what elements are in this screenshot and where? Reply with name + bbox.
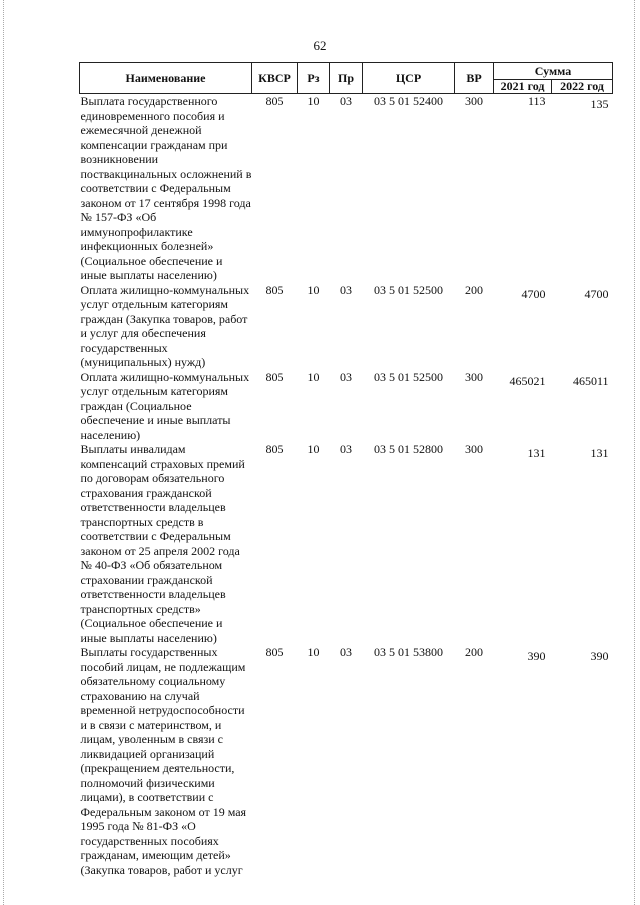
header-rz: Рз — [298, 63, 330, 94]
table-row — [80, 283, 613, 370]
row-name: Выплаты инвалидам компенсаций страховых премий по договорам обязательного страхования гражданской ответственности владельцев транспортных средств в соответствии с Федеральным законом от 25 апреля 2002 года № 40-ФЗ «Об обязательном страховании гражданской ответственности владельцев транспортных средств» (Социальное обеспечение и иные выплаты населению) — [80, 442, 245, 645]
row-vr: 300 — [465, 94, 483, 108]
row-pr: 03 — [340, 645, 352, 659]
row-vr: 200 — [465, 645, 483, 659]
row-vr: 300 — [465, 369, 483, 384]
page-number: 62 — [313, 38, 327, 53]
row-pr: 03 — [340, 282, 352, 297]
header-year-2021: 2021 год — [494, 80, 552, 94]
right-margin-line — [634, 0, 635, 905]
row-sum-2022: 135 — [590, 97, 609, 111]
row-csr: 03 5 01 52800 — [374, 442, 443, 456]
table-row — [80, 370, 613, 443]
row-sum-2021: 4700 — [521, 286, 546, 301]
row-sum-2022: 390 — [590, 649, 609, 663]
table-row — [80, 94, 613, 283]
row-csr: 03 5 01 52400 — [374, 94, 443, 108]
row-pr: 03 — [340, 369, 352, 384]
row-vr: 200 — [465, 282, 483, 297]
row-pr: 03 — [340, 94, 352, 108]
row-pr: 03 — [340, 442, 352, 456]
row-sum-2021: 113 — [527, 94, 546, 108]
row-rz: 10 — [307, 94, 320, 108]
header-csr: ЦСР — [363, 63, 455, 94]
row-name: Оплата жилищно-коммунальных услуг отдельным категориям граждан (Социальное обеспечение и иные выплаты населению) — [80, 369, 250, 442]
row-sum-2022: 131 — [590, 446, 609, 460]
header-year-2022: 2022 год — [552, 80, 613, 94]
table-row — [80, 645, 613, 877]
row-name: Выплата государственного единовременного пособия и ежемесячной денежной компенсации гражданам при возникновении поствакцинальных осложнений в соответствии с Федеральным законом от 17 сентября 1998 года № 157-ФЗ «Об иммунопрофилактике инфекционных болезней» (Социальное обеспечение и иные выплаты населению) — [80, 94, 252, 282]
row-kvsr: 805 — [265, 369, 284, 384]
row-kvsr: 805 — [265, 94, 284, 108]
row-sum-2021: 465021 — [509, 373, 546, 388]
row-kvsr: 805 — [265, 645, 284, 659]
row-name: Выплаты государственных пособий лицам, не подлежащим обязательному социальному страхованию на случай временной нетрудоспособности и в связи с материнством, и лицам, уволенным в связи с ликвидацией организаций (прекращением деятельности, полномочий физическими лицами), в соответствии с Федеральным законом от 19 мая 1995 года № 81-ФЗ «О государственных пособиях гражданам, имеющим детей» (Закупка товаров, работ и услуг — [80, 645, 247, 877]
row-rz: 10 — [307, 645, 320, 659]
header-sum: Сумма — [494, 63, 613, 80]
row-sum-2022: 4700 — [584, 286, 609, 301]
row-csr: 03 5 01 52500 — [374, 282, 443, 297]
table-header — [80, 63, 613, 94]
left-margin-line — [3, 0, 4, 905]
row-rz: 10 — [307, 282, 320, 297]
row-sum-2021: 390 — [527, 649, 546, 663]
row-sum-2021: 131 — [527, 446, 546, 460]
header-name: Наименование — [80, 63, 252, 94]
row-csr: 03 5 01 53800 — [374, 645, 443, 659]
row-kvsr: 805 — [265, 282, 284, 297]
row-sum-2022: 465011 — [572, 373, 609, 388]
row-vr: 300 — [465, 442, 483, 456]
header-pr: Пр — [330, 63, 363, 94]
budget-table — [79, 62, 613, 877]
row-name: Оплата жилищно-коммунальных услуг отдельным категориям граждан (Закупка товаров, работ и услуг для обеспечения государственных (муниципальных) нужд) — [80, 282, 250, 369]
header-kvsr: КВСР — [252, 63, 298, 94]
row-rz: 10 — [307, 442, 320, 456]
table-row — [80, 442, 613, 645]
row-kvsr: 805 — [265, 442, 284, 456]
row-csr: 03 5 01 52500 — [374, 369, 443, 384]
header-vr: ВР — [455, 63, 494, 94]
row-rz: 10 — [307, 369, 320, 384]
